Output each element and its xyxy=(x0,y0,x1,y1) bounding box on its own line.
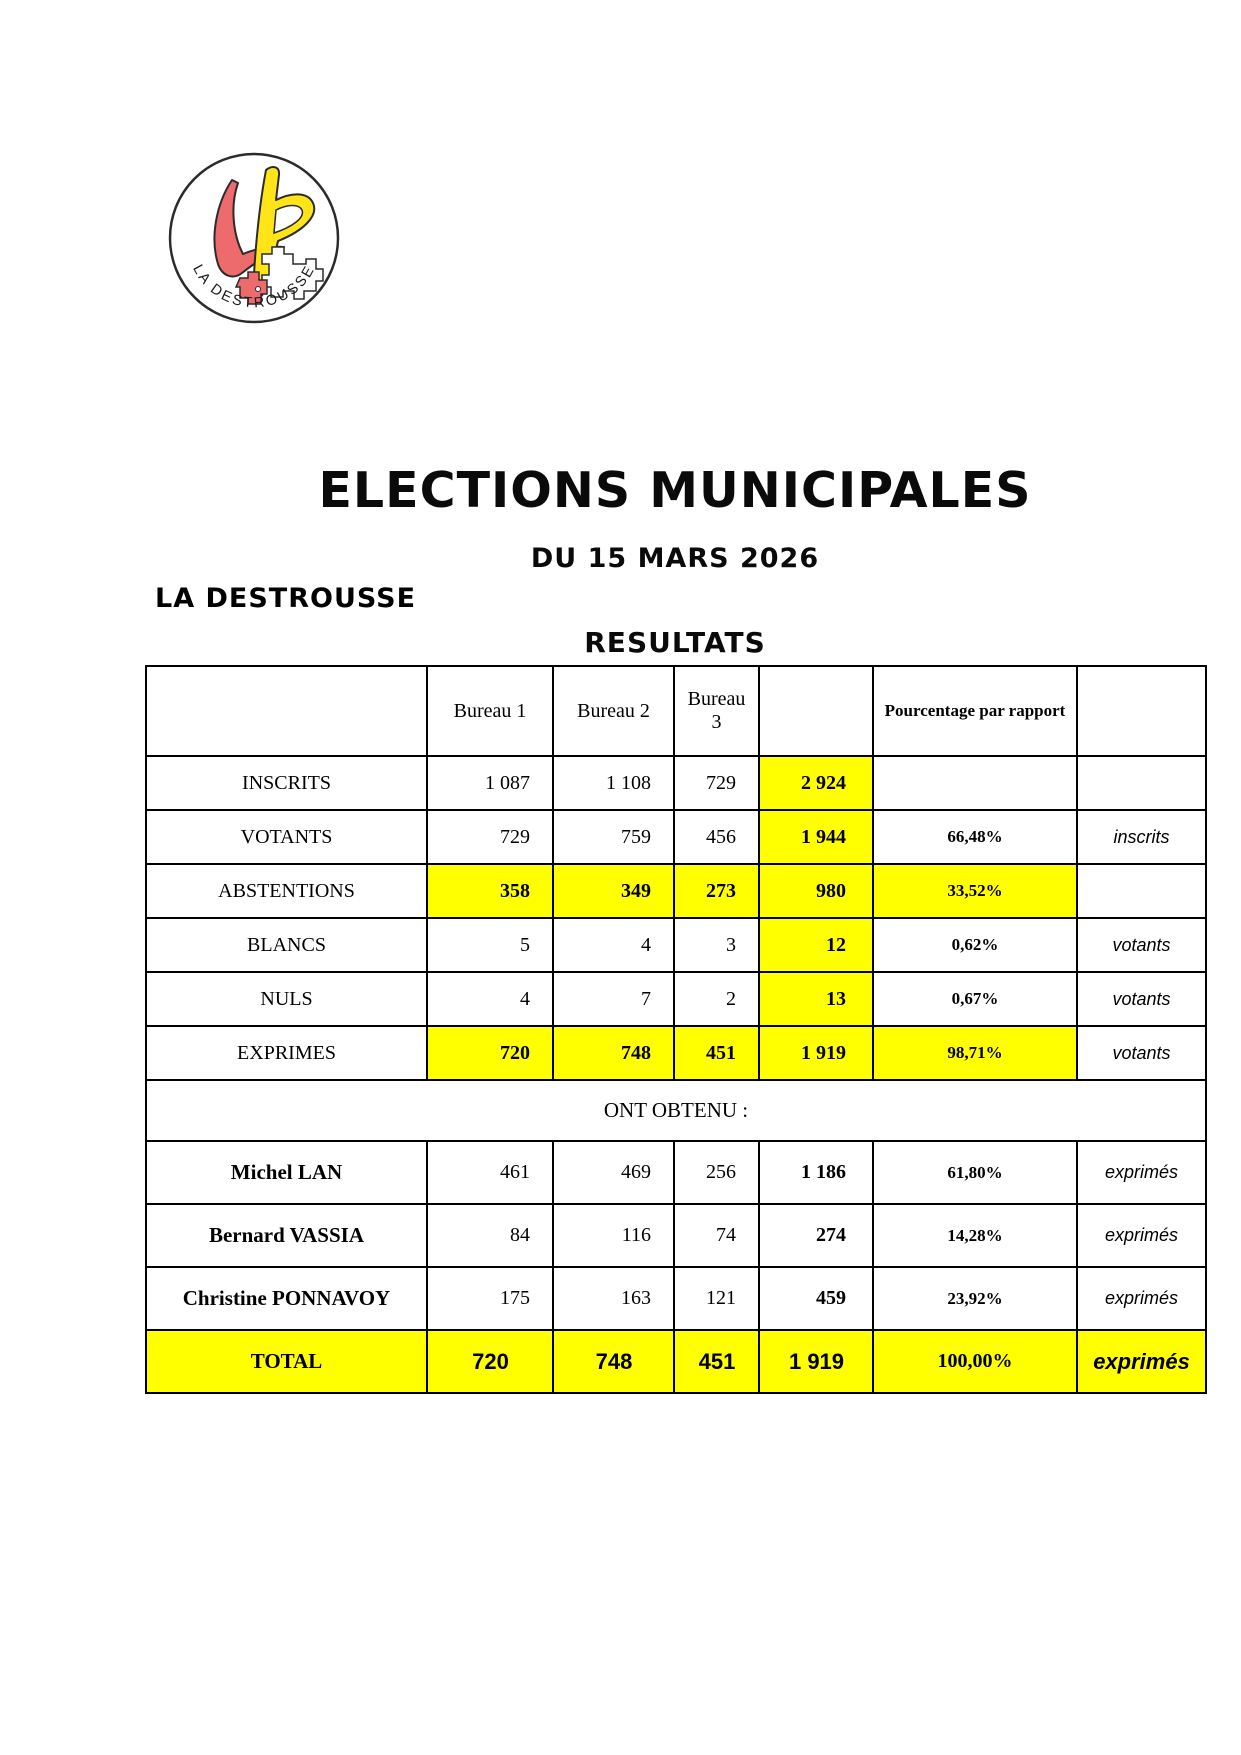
bureau-3-value: 456 xyxy=(674,810,759,864)
bureau-3-value: 2 xyxy=(674,972,759,1026)
bureau-2-value: 349 xyxy=(553,864,674,918)
table-row xyxy=(146,1026,1206,1080)
row-label: VOTANTS xyxy=(146,810,427,864)
row-label: BLANCS xyxy=(146,918,427,972)
bureau-3-value: 729 xyxy=(674,756,759,810)
percentage-value: 0,62% xyxy=(873,918,1077,972)
bureau-1-value: 720 xyxy=(427,1330,553,1393)
reference-base: exprimés xyxy=(1077,1267,1206,1330)
bureau-3-value: 273 xyxy=(674,864,759,918)
table-row xyxy=(146,1267,1206,1330)
header-bureau-2: Bureau 2 xyxy=(553,666,674,756)
table-row xyxy=(146,1141,1206,1204)
reference-base xyxy=(1077,864,1206,918)
reference-base: exprimés xyxy=(1077,1330,1206,1393)
table-row xyxy=(146,864,1206,918)
bureau-3-value: 121 xyxy=(674,1267,759,1330)
total-value: 980 xyxy=(759,864,873,918)
percentage-value: 33,52% xyxy=(873,864,1077,918)
header-empty-label-cell xyxy=(146,666,427,756)
logo-curved-text: LA DESTROUSSE xyxy=(189,261,319,312)
header-pourcentage: Pourcentage par rapport xyxy=(873,666,1077,756)
total-value: 1 919 xyxy=(759,1026,873,1080)
bureau-2-value: 469 xyxy=(553,1141,674,1204)
results-heading: RESULTATS xyxy=(584,626,766,659)
bureau-2-value: 163 xyxy=(553,1267,674,1330)
results-table xyxy=(145,665,1207,1394)
percentage-value: 61,80% xyxy=(873,1141,1077,1204)
table-row xyxy=(146,1204,1206,1267)
bureau-3-value: 451 xyxy=(674,1026,759,1080)
row-label: INSCRITS xyxy=(146,756,427,810)
bureau-3-value: 74 xyxy=(674,1204,759,1267)
percentage-value: 23,92% xyxy=(873,1267,1077,1330)
bureau-1-value: 1 087 xyxy=(427,756,553,810)
la-destrousse-logo xyxy=(166,150,342,328)
logo-map-marker xyxy=(256,287,261,292)
bureau-1-value: 4 xyxy=(427,972,553,1026)
percentage-value: 66,48% xyxy=(873,810,1077,864)
percentage-value: 14,28% xyxy=(873,1204,1077,1267)
election-date: DU 15 MARS 2026 xyxy=(530,543,820,574)
bureau-3-value: 256 xyxy=(674,1141,759,1204)
bureau-1-value: 461 xyxy=(427,1141,553,1204)
row-label: TOTAL xyxy=(146,1330,427,1393)
reference-base: votants xyxy=(1077,1026,1206,1080)
table-row xyxy=(146,810,1206,864)
total-value: 1 186 xyxy=(759,1141,873,1204)
total-value: 13 xyxy=(759,972,873,1026)
header-bureau-3: Bureau 3 xyxy=(674,666,759,756)
bureau-2-value: 4 xyxy=(553,918,674,972)
reference-base: inscrits xyxy=(1077,810,1206,864)
row-label: Michel LAN xyxy=(146,1141,427,1204)
total-value: 12 xyxy=(759,918,873,972)
bureau-1-value: 84 xyxy=(427,1204,553,1267)
table-separator-row xyxy=(146,1080,1206,1141)
bureau-1-value: 175 xyxy=(427,1267,553,1330)
bureau-1-value: 720 xyxy=(427,1026,553,1080)
results-table-body xyxy=(146,666,1206,1393)
table-row xyxy=(146,756,1206,810)
table-header-row xyxy=(146,666,1206,756)
total-value: 274 xyxy=(759,1204,873,1267)
percentage-value xyxy=(873,756,1077,810)
bureau-2-value: 7 xyxy=(553,972,674,1026)
reference-base: votants xyxy=(1077,972,1206,1026)
page-title: ELECTIONS MUNICIPALES xyxy=(318,462,1032,519)
bureau-2-value: 1 108 xyxy=(553,756,674,810)
commune-name: LA DESTROUSSE xyxy=(155,583,417,614)
percentage-value: 0,67% xyxy=(873,972,1077,1026)
total-value: 1 944 xyxy=(759,810,873,864)
header-total-cell xyxy=(759,666,873,756)
header-bureau-1: Bureau 1 xyxy=(427,666,553,756)
bureau-3-value: 451 xyxy=(674,1330,759,1393)
percentage-value: 100,00% xyxy=(873,1330,1077,1393)
separator-label: ONT OBTENU : xyxy=(146,1080,1206,1141)
row-label: NULS xyxy=(146,972,427,1026)
reference-base: exprimés xyxy=(1077,1204,1206,1267)
header-reference-cell xyxy=(1077,666,1206,756)
bureau-1-value: 358 xyxy=(427,864,553,918)
total-value: 2 924 xyxy=(759,756,873,810)
reference-base: votants xyxy=(1077,918,1206,972)
reference-base xyxy=(1077,756,1206,810)
bureau-2-value: 116 xyxy=(553,1204,674,1267)
total-value: 459 xyxy=(759,1267,873,1330)
bureau-1-value: 5 xyxy=(427,918,553,972)
bureau-1-value: 729 xyxy=(427,810,553,864)
percentage-value: 98,71% xyxy=(873,1026,1077,1080)
row-label: EXPRIMES xyxy=(146,1026,427,1080)
table-row xyxy=(146,972,1206,1026)
bureau-2-value: 759 xyxy=(553,810,674,864)
total-value: 1 919 xyxy=(759,1330,873,1393)
bureau-2-value: 748 xyxy=(553,1026,674,1080)
row-label: Bernard VASSIA xyxy=(146,1204,427,1267)
reference-base: exprimés xyxy=(1077,1141,1206,1204)
table-row xyxy=(146,918,1206,972)
bureau-3-value: 3 xyxy=(674,918,759,972)
row-label: ABSTENTIONS xyxy=(146,864,427,918)
row-label: Christine PONNAVOY xyxy=(146,1267,427,1330)
bureau-2-value: 748 xyxy=(553,1330,674,1393)
table-row xyxy=(146,1330,1206,1393)
